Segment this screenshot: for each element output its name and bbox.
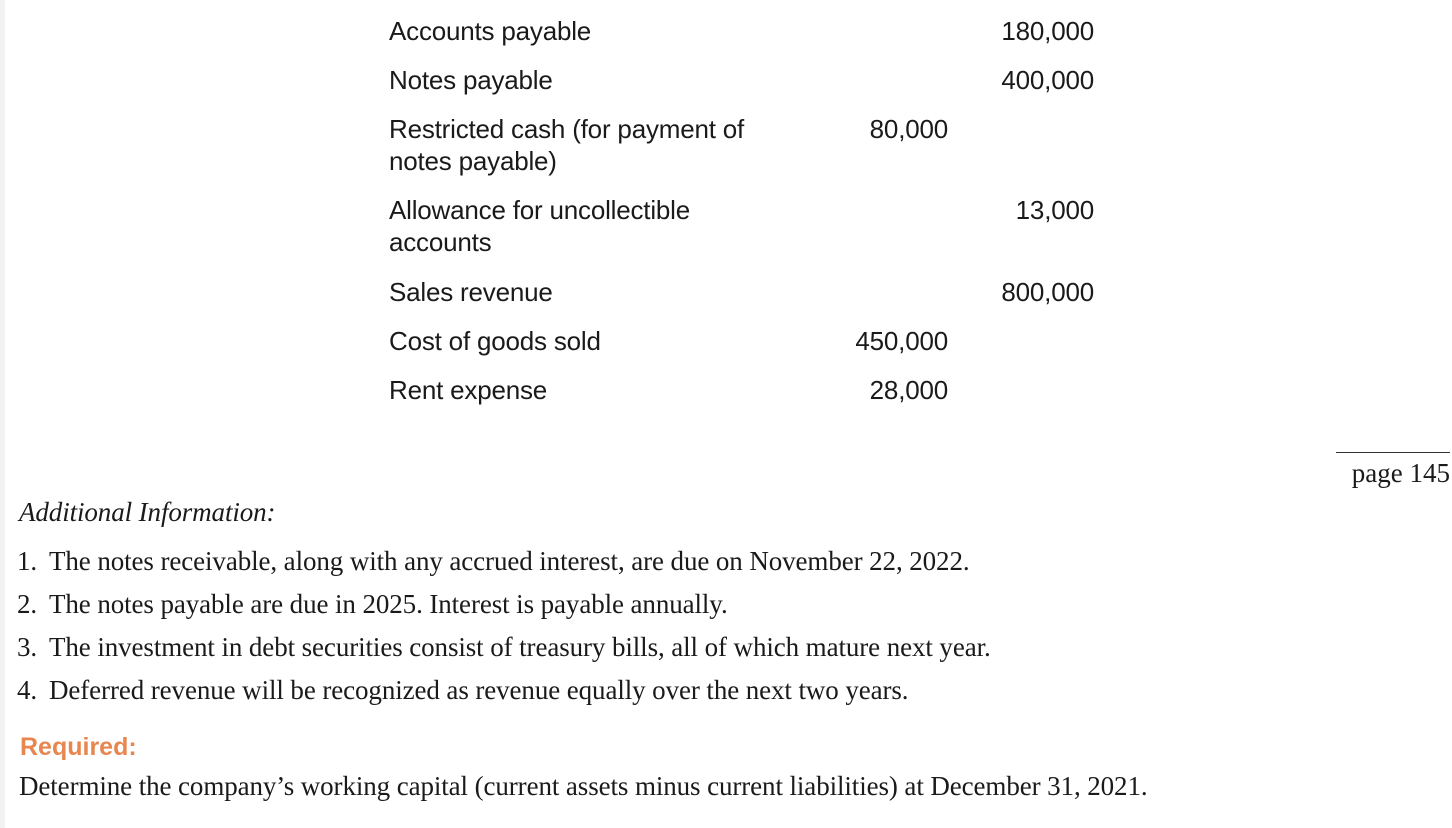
debit-amount: 80,000 xyxy=(869,114,948,144)
debit-amount: 450,000 xyxy=(855,326,948,356)
credit-amount: 800,000 xyxy=(1001,277,1094,307)
left-margin-strip xyxy=(0,0,5,828)
credit-amount: 180,000 xyxy=(1001,16,1094,46)
item-text: The notes payable are due in 2025. Interest is payable annually. xyxy=(49,589,728,619)
item-text: The notes receivable, along with any accrued interest, are due on November 22, 2022. xyxy=(49,546,970,576)
credit-amount: 13,000 xyxy=(1015,195,1094,225)
additional-information-list xyxy=(17,543,991,715)
item-text: Deferred revenue will be recognized as revenue equally over the next two years. xyxy=(49,675,909,705)
item-number: 4. xyxy=(17,675,38,705)
account-name: Allowance for uncollectible accounts xyxy=(389,195,690,257)
item-number: 2. xyxy=(17,589,38,619)
debit-amount: 28,000 xyxy=(869,375,948,405)
account-name: Sales revenue xyxy=(389,277,553,307)
account-name: Cost of goods sold xyxy=(389,326,601,356)
account-name: Accounts payable xyxy=(389,16,592,46)
account-name: Notes payable xyxy=(389,65,553,95)
required-instruction: Determine the company’s working capital (current assets minus current liabilities) at December 31, 2021. xyxy=(19,771,1148,801)
item-number: 1. xyxy=(17,546,38,576)
page-number-marker: page 145 xyxy=(1336,452,1450,491)
list-item xyxy=(17,672,991,715)
item-number: 3. xyxy=(17,632,38,662)
list-item xyxy=(17,543,991,586)
item-text: The investment in debt securities consist of treasury bills, all of which mature next year. xyxy=(49,632,991,662)
list-item xyxy=(17,586,991,629)
credit-amount: 400,000 xyxy=(1001,65,1094,95)
additional-information-heading: Additional Information: xyxy=(19,497,276,527)
list-item xyxy=(17,629,991,672)
account-name: Restricted cash (for payment of notes payable) xyxy=(389,114,745,176)
account-name: Rent expense xyxy=(389,375,548,405)
required-heading: Required: xyxy=(20,733,137,761)
